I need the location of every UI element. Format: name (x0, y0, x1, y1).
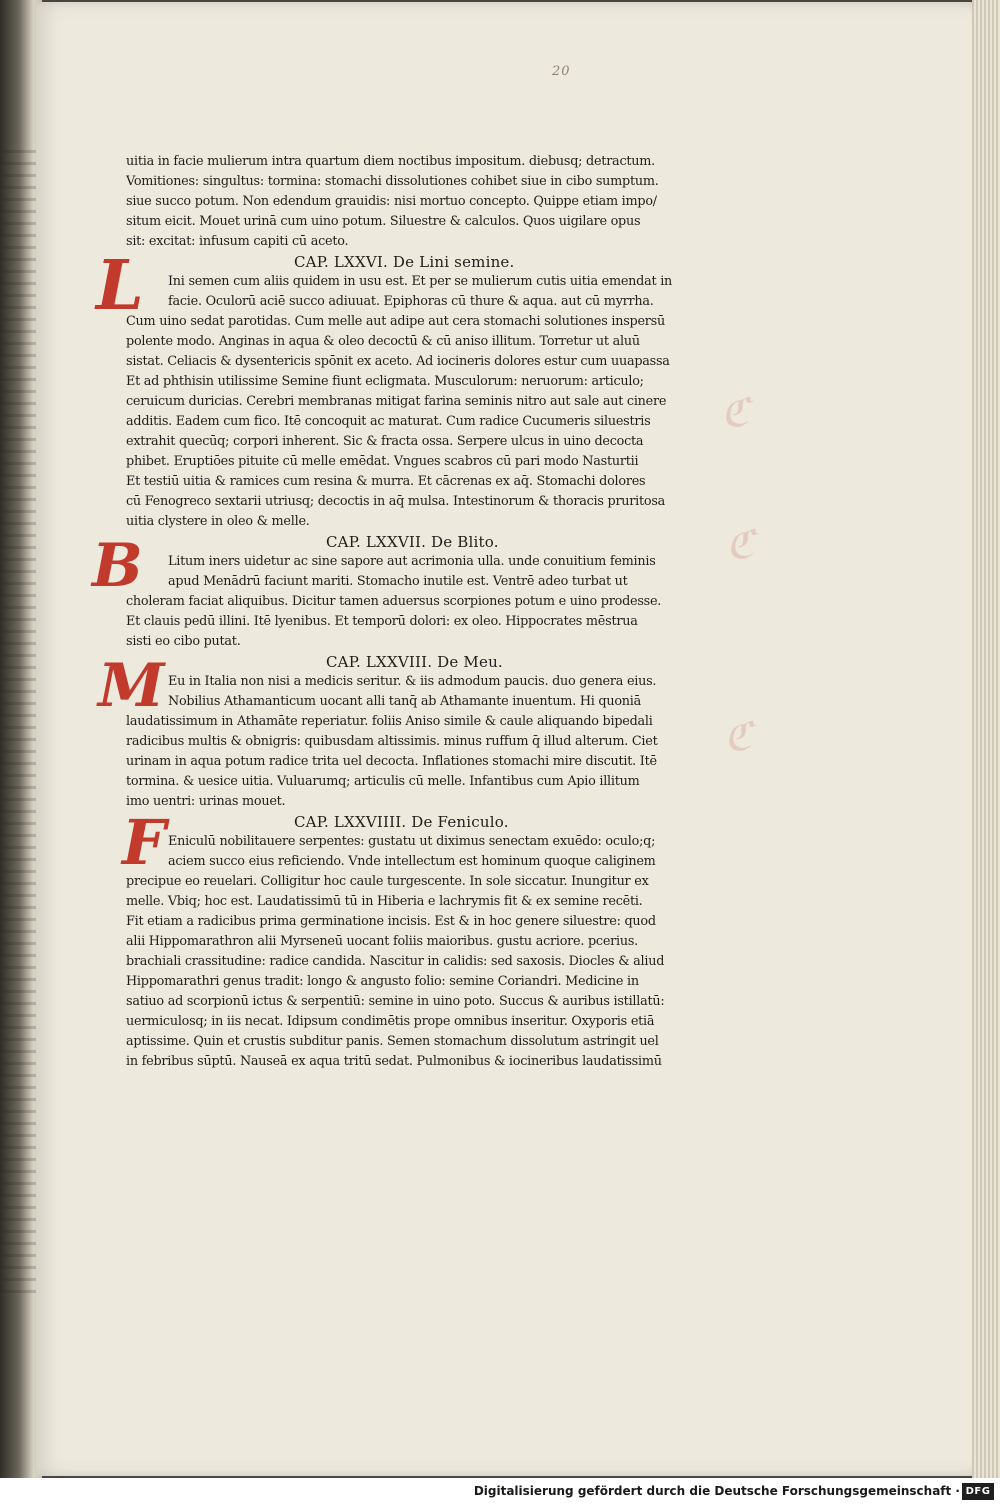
text-line: laudatissimum in Athamāte reperiatur. foliis Aniso simile & caule aliquando bipedali (126, 714, 653, 729)
text-line: Et testiū uitia & ramices cum resina & murra. Et cācrenas ex aq̄. Stomachi dolores (126, 474, 646, 489)
text-block (92, 152, 756, 1072)
dfg-logo: DFG (962, 1483, 994, 1500)
text-line: apud Menādrū faciunt mariti. Stomacho inutile est. Ventrē adeo turbat ut (168, 574, 628, 589)
text-line: Hippomarathri genus tradit: longo & angusto folio: semine Coriandri. Medicine in (126, 974, 639, 989)
text-line: imo uentri: urinas mouet. (126, 794, 286, 809)
text-line: polente modo. Anginas in aqua & oleo decoctū & cū aniso illitum. Torretur ut aluū (126, 334, 640, 349)
text-line: siue succo potum. Non edendum grauidis: nisi mortuo concepto. Quippe etiam impo/ (126, 194, 657, 209)
funding-notice: Digitalisierung gefördert durch die Deutsche Forschungsgemeinschaft · (473, 1484, 960, 1498)
text-line: Ini semen cum aliis quidem in usu est. Et per se mulierum cutis uitia emendat in (168, 274, 673, 289)
chapter-heading: CAP. LXXVI. De Lini semine. (294, 253, 515, 271)
text-line: Et clauis pedū illini. Itē lyenibus. Et temporū dolori: ex oleo. Hippocrates mēstrua (126, 614, 638, 629)
chapter-lini-semine (96, 246, 756, 532)
text-line: phibet. Eruptiōes pituite cū melle emēdat. Vngues scabros cū pari modo Nasturtii (126, 454, 639, 469)
text-line: brachiali crassitudine: radice candida. Nascitur in calidis: sed saxosis. Diocles & aliud (126, 954, 665, 969)
footer-bar (0, 1478, 1000, 1506)
chapter-heading: CAP. LXXVIII. De Meu. (326, 653, 503, 671)
show-through-mark: ℭ (721, 390, 750, 436)
chapter-heading: CAP. LXXVIIII. De Feniculo. (294, 813, 509, 831)
text-line: uitia clystere in oleo & melle. (126, 514, 310, 529)
text-line: Cum uino sedat parotidas. Cum melle aut adipe aut cera stomachi solutiones inspersū (126, 314, 665, 329)
text-line: Nobilius Athamanticum uocant alli tanq̄ ab Athamante inuentum. Hi quoniā (168, 694, 641, 709)
text-line: tormina. & uesice uitia. Vuluarumq; articulis cū melle. Infantibus cum Apio illitum (126, 774, 640, 789)
page-fore-edge (972, 0, 1000, 1478)
text-line: Litum iners uidetur ac sine sapore aut acrimonia ulla. unde conuitium feminis (168, 554, 656, 569)
chapter-blito (92, 531, 756, 652)
rubricated-initial: F (122, 806, 167, 879)
text-line: cū Fenogreco sextarii utriusq; decoctis in aq̄ mulsa. Intestinorum & thoracis pruritosa (126, 494, 666, 509)
chapter-meu (98, 651, 756, 812)
facing-page-edge (2, 150, 38, 1300)
text-line: uitia in facie mulierum intra quartum diem noctibus impositum. diebusq; detractum. (126, 154, 655, 169)
rubricated-initial: B (92, 531, 143, 601)
text-line: radicibus multis & obnigris: quibusdam altissimis. minus ruffum q̄ illud alterum. Ciet (126, 734, 658, 749)
text-line: Fit etiam a radicibus prima germinatione incisis. Est & in hoc genere siluestre: quod (126, 914, 656, 929)
chapter-feniculo (122, 806, 756, 1072)
text-line: aptissime. Quin et crustis subditur panis. Semen stomachum dissolutum astringit uel (126, 1034, 659, 1049)
chapter-heading: CAP. LXXVII. De Blito. (326, 533, 499, 551)
text-line: precipue eo reuelari. Colligitur hoc caule turgescente. In sole siccatur. Inungitur ex (126, 874, 649, 889)
text-line: aciem succo eius reficiendo. Vnde intellectum est hominum quoque caliginem (168, 854, 656, 869)
text-line: situm eicit. Mouet urinā cum uino potum. Siluestre & calculos. Quos uigilare opus (126, 214, 641, 229)
rubricated-initial: M (98, 651, 165, 721)
text-line: ceruicum duricias. Cerebri membranas mitigat farina seminis nitro aut sale aut cinere (126, 394, 667, 409)
text-line: facie. Oculorū aciē succo adiuuat. Epiphoras cū thure & aqua. aut cū myrrha. (168, 294, 654, 309)
show-through-mark: ℭ (726, 522, 755, 568)
text-line: melle. Vbiq; hoc est. Laudatissimū tū in Hiberia e lachrymis fit & ex semine recēti. (126, 894, 643, 909)
text-line: sistat. Celiacis & dysentericis spōnit ex aceto. Ad iocineris dolores estur cum uuapassa (126, 354, 670, 369)
rubricated-initial: L (96, 246, 144, 326)
text-line: satiuo ad scorpionū ictus & serpentiū: semine in uino poto. Succus & auribus istillatū: (126, 994, 665, 1009)
text-line: sisti eo cibo putat. (126, 634, 241, 649)
text-line: Eniculū nobilitauere serpentes: gustatu ut diximus senectam exuēdo: oculo;q; (168, 834, 656, 849)
text-line: alii Hippomarathron alii Myrseneū uocant foliis maioribus. gustu acriore. pcerius. (126, 934, 638, 949)
text-line: additis. Eadem cum fico. Itē concoquit ac maturat. Cum radice Cucumeris siluestris (126, 414, 651, 429)
text-line: urinam in aqua potum radice trita uel decocta. Inflationes stomachi mire discutit. Itē (126, 754, 657, 769)
intro-paragraph (126, 152, 756, 252)
text-line: in febribus sūptū. Nauseā ex aqua tritū sedat. Pulmonibus & iocineribus laudatissimū (126, 1054, 662, 1069)
text-line: sit: excitat: infusum capiti cū aceto. (126, 234, 349, 249)
show-through-mark: ℭ (724, 714, 753, 760)
text-line: choleram faciat aliquibus. Dicitur tamen aduersus scorpiones potum e uino prodesse. (126, 594, 662, 609)
text-line: uermiculosq; in iis necat. Idipsum condimētis prope omnibus inseritur. Oxyporis etiā (126, 1014, 655, 1029)
folio-number: 20 (552, 64, 571, 79)
text-line: extrahit quecūq; corpori inherent. Sic & fracta ossa. Serpere ulcus in uino decocta (126, 434, 644, 449)
text-line: Et ad phthisin utilissime Semine fiunt ecligmata. Musculorum: neruorum: articulo; (126, 374, 644, 389)
text-line: Vomitiones: singultus: tormina: stomachi dissolutiones cohibet siue in cibo sumptum. (126, 174, 659, 189)
book-page (36, 2, 980, 1476)
text-line: Eu in Italia non nisi a medicis seritur. & iis admodum paucis. duo genera eius. (168, 674, 657, 689)
